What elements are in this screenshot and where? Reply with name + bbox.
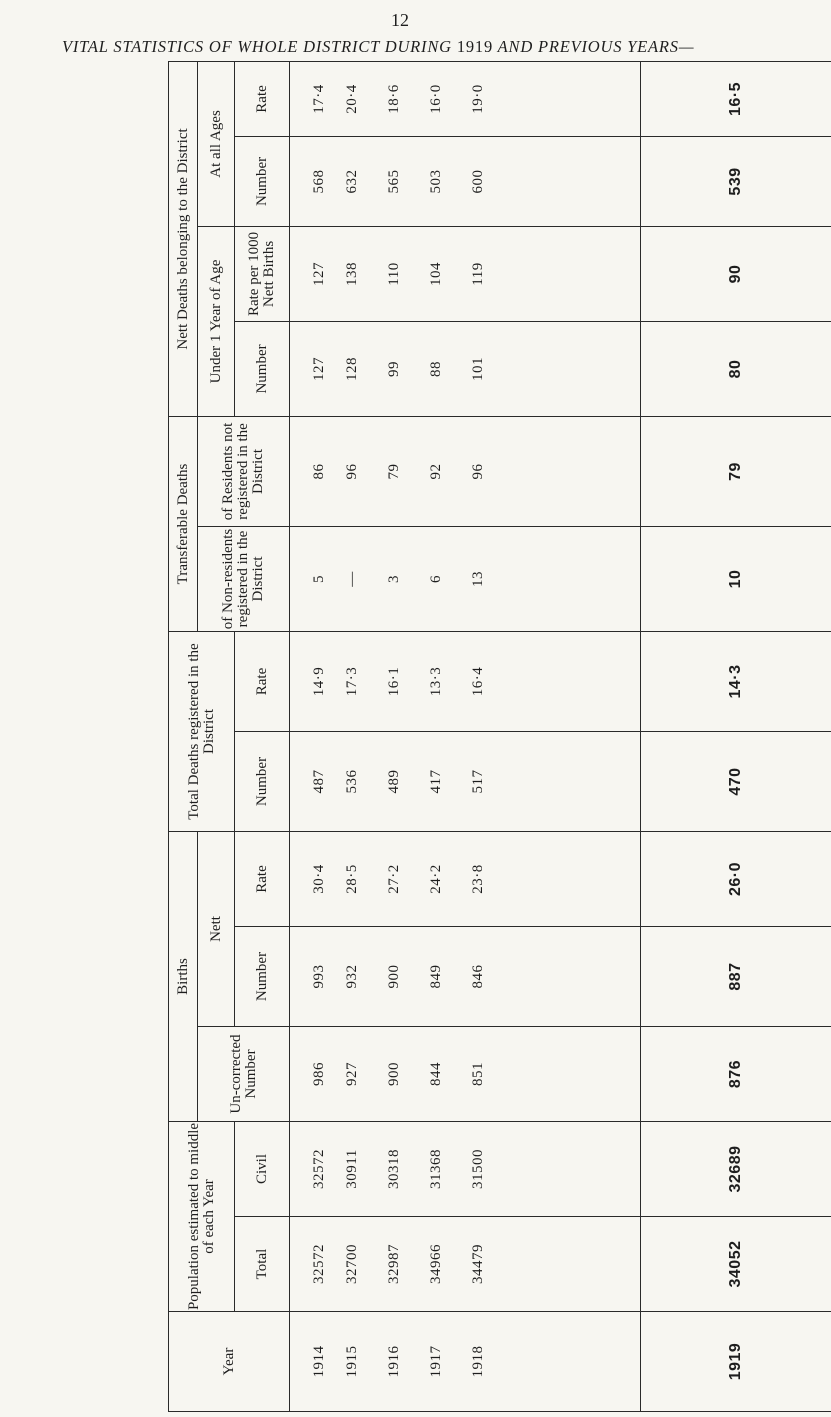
cell-under1-rate: 104 <box>416 226 458 321</box>
cell-year: 1919 <box>640 1312 831 1412</box>
spacer-cell <box>500 732 641 832</box>
residents-not-registered-header: of Residents not registered in the District <box>198 416 290 526</box>
cell-pop-total: 32572 <box>290 1217 332 1312</box>
births-rate-header: Rate <box>235 832 290 927</box>
spacer-cell <box>500 416 641 526</box>
cell-pop-civil: 30911 <box>332 1122 374 1217</box>
title-text-a: VITAL STATISTICS OF WHOLE DISTRICT DURING <box>62 37 452 56</box>
cell-pop-total: 32987 <box>374 1217 416 1312</box>
title-year: 1919 <box>456 37 494 56</box>
cell-deaths-total-rate: 14·9 <box>290 631 332 731</box>
births-header: Births <box>169 832 198 1122</box>
cell-year: 1916 <box>374 1312 416 1412</box>
table-row <box>640 61 831 1411</box>
cell-deaths-total-rate: 14·3 <box>640 631 831 731</box>
cell-births-nett-rate: 28·5 <box>332 832 374 927</box>
cell-births-nett-number: 846 <box>458 927 500 1027</box>
cell-year: 1914 <box>290 1312 332 1412</box>
births-number-header: Number <box>235 927 290 1027</box>
cell-non-res: — <box>332 526 374 631</box>
spacer-cell <box>500 631 641 731</box>
spacer-cell <box>500 136 641 226</box>
table-row <box>374 61 416 1411</box>
cell-births-nett-rate: 24·2 <box>416 832 458 927</box>
pop-total-header: Total <box>235 1217 290 1312</box>
title-text-b: AND PREVIOUS YEARS— <box>497 37 695 56</box>
cell-under1-rate: 119 <box>458 226 500 321</box>
cell-all-rate: 16·0 <box>416 61 458 136</box>
population-header: Population estimated to middle of each Year <box>169 1122 235 1312</box>
cell-non-res: 3 <box>374 526 416 631</box>
cell-deaths-total-number: 489 <box>374 732 416 832</box>
cell-births-uncorrected: 900 <box>374 1027 416 1122</box>
cell-res-not: 96 <box>458 416 500 526</box>
cell-year: 1918 <box>458 1312 500 1412</box>
cell-all-rate: 20·4 <box>332 61 374 136</box>
cell-all-rate: 18·6 <box>374 61 416 136</box>
spacer-cell <box>500 1122 641 1217</box>
table-row <box>290 61 332 1411</box>
page-number: 12 <box>391 10 409 30</box>
spacer-cell <box>500 526 641 631</box>
cell-all-rate: 19·0 <box>458 61 500 136</box>
births-nett-header: Nett <box>198 832 235 1027</box>
cell-births-uncorrected: 844 <box>416 1027 458 1122</box>
under1-number-header: Number <box>235 321 290 416</box>
vital-statistics-table <box>168 61 831 1412</box>
cell-under1-number: 127 <box>290 321 332 416</box>
cell-under1-number: 99 <box>374 321 416 416</box>
births-uncorrected-header: Un-corrected Number <box>198 1027 290 1122</box>
cell-births-nett-number: 932 <box>332 927 374 1027</box>
cell-deaths-total-number: 417 <box>416 732 458 832</box>
year-header: Year <box>169 1312 290 1412</box>
deaths-rate-header: Rate <box>235 631 290 731</box>
cell-births-nett-rate: 23·8 <box>458 832 500 927</box>
cell-births-uncorrected: 927 <box>332 1027 374 1122</box>
cell-under1-number: 88 <box>416 321 458 416</box>
spacer-cell <box>500 1027 641 1122</box>
cell-pop-civil: 31500 <box>458 1122 500 1217</box>
spacer-cell <box>500 927 641 1027</box>
cell-deaths-total-number: 470 <box>640 732 831 832</box>
cell-non-res: 13 <box>458 526 500 631</box>
cell-births-nett-number: 849 <box>416 927 458 1027</box>
deaths-number-header: Number <box>235 732 290 832</box>
cell-res-not: 79 <box>374 416 416 526</box>
cell-non-res: 6 <box>416 526 458 631</box>
page-title <box>62 37 792 57</box>
cell-all-number: 632 <box>332 136 374 226</box>
cell-under1-number: 128 <box>332 321 374 416</box>
cell-births-nett-number: 900 <box>374 927 416 1027</box>
cell-under1-rate: 110 <box>374 226 416 321</box>
all-rate-header: Rate <box>235 61 290 136</box>
spacer-cell <box>500 1312 641 1412</box>
cell-deaths-total-number: 487 <box>290 732 332 832</box>
non-residents-header: of Non-residents registered in the District <box>198 526 290 631</box>
cell-deaths-total-rate: 17·3 <box>332 631 374 731</box>
cell-births-uncorrected: 876 <box>640 1027 831 1122</box>
transferable-deaths-header: Transferable Deaths <box>169 416 198 631</box>
cell-res-not: 92 <box>416 416 458 526</box>
pop-civil-header: Civil <box>235 1122 290 1217</box>
cell-deaths-total-rate: 16·4 <box>458 631 500 731</box>
cell-births-nett-rate: 26·0 <box>640 832 831 927</box>
cell-all-number: 503 <box>416 136 458 226</box>
table-row <box>416 61 458 1411</box>
cell-pop-total: 34052 <box>640 1217 831 1312</box>
under-1-year-header: Under 1 Year of Age <box>198 226 235 416</box>
nett-deaths-header: Nett Deaths belonging to the District <box>169 61 198 416</box>
cell-births-nett-rate: 30·4 <box>290 832 332 927</box>
cell-all-number: 600 <box>458 136 500 226</box>
cell-all-number: 539 <box>640 136 831 226</box>
total-deaths-header: Total Deaths registered in the District <box>169 631 235 831</box>
cell-res-not: 86 <box>290 416 332 526</box>
all-ages-header: At all Ages <box>198 61 235 226</box>
spacer-cell <box>500 1217 641 1312</box>
cell-pop-civil: 32572 <box>290 1122 332 1217</box>
cell-pop-civil: 30318 <box>374 1122 416 1217</box>
cell-pop-civil: 31368 <box>416 1122 458 1217</box>
cell-pop-total: 34966 <box>416 1217 458 1312</box>
under1-rate-header: Rate per 1000 Nett Births <box>235 226 290 321</box>
cell-res-not: 79 <box>640 416 831 526</box>
cell-res-not: 96 <box>332 416 374 526</box>
cell-births-nett-rate: 27·2 <box>374 832 416 927</box>
cell-year: 1915 <box>332 1312 374 1412</box>
cell-year: 1917 <box>416 1312 458 1412</box>
all-number-header: Number <box>235 136 290 226</box>
spacer-cell <box>500 321 641 416</box>
cell-all-number: 565 <box>374 136 416 226</box>
cell-births-uncorrected: 986 <box>290 1027 332 1122</box>
table-row <box>332 61 374 1411</box>
cell-under1-number: 101 <box>458 321 500 416</box>
cell-under1-rate: 138 <box>332 226 374 321</box>
cell-pop-total: 34479 <box>458 1217 500 1312</box>
spacer-cell <box>500 61 641 136</box>
cell-non-res: 5 <box>290 526 332 631</box>
cell-under1-rate: 127 <box>290 226 332 321</box>
cell-all-rate: 17·4 <box>290 61 332 136</box>
cell-pop-total: 32700 <box>332 1217 374 1312</box>
cell-under1-number: 80 <box>640 321 831 416</box>
cell-births-uncorrected: 851 <box>458 1027 500 1122</box>
cell-non-res: 10 <box>640 526 831 631</box>
cell-under1-rate: 90 <box>640 226 831 321</box>
cell-deaths-total-number: 517 <box>458 732 500 832</box>
cell-all-rate: 16·5 <box>640 61 831 136</box>
cell-deaths-total-number: 536 <box>332 732 374 832</box>
spacer-cell <box>500 226 641 321</box>
cell-births-nett-number: 887 <box>640 927 831 1027</box>
statistics-table-wrapper <box>168 62 744 1412</box>
spacer-cell <box>500 832 641 927</box>
cell-deaths-total-rate: 16·1 <box>374 631 416 731</box>
cell-all-number: 568 <box>290 136 332 226</box>
table-row <box>458 61 500 1411</box>
cell-births-nett-number: 993 <box>290 927 332 1027</box>
cell-deaths-total-rate: 13·3 <box>416 631 458 731</box>
cell-pop-civil: 32689 <box>640 1122 831 1217</box>
